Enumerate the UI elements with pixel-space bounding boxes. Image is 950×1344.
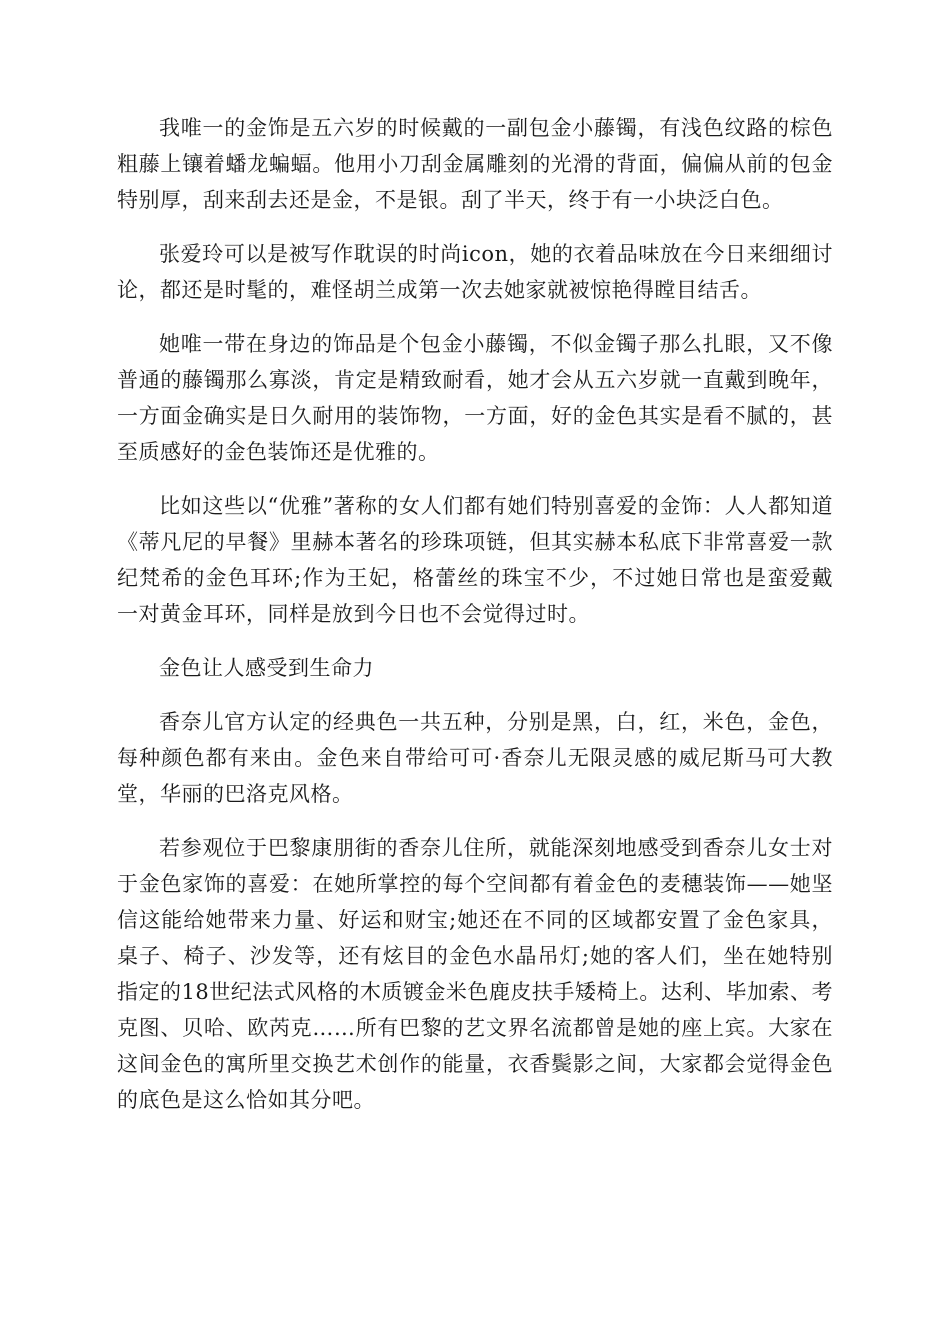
paragraph-chanel-residence: 若参观位于巴黎康朋街的香奈儿住所，就能深刻地感受到香奈儿女士对于金色家饰的喜爱：在她所掌控的每个空间都有着金色的麦穗装饰——她坚信这能给她带来力量、好运和财宝;她还在不同的区域都安置了金色家具，桌子、椅子、沙发等，还有炫目的金色水晶吊灯;她的客人们，坐在她特别指定的18世纪法式风格的木质镀金米色鹿皮扶手矮椅上。达利、毕加索、考克图、贝哈、欧芮克……所有巴黎的艺文界名流都曾是她的座上宾。大家在这间金色的寓所里交换艺术创作的能量，衣香鬓影之间，大家都会觉得金色的底色是这么恰如其分吧。 [117,836,833,1112]
paragraph-elegant-women-gold: 比如这些以“优雅”著称的女人们都有她们特别喜爱的金饰：人人都知道《蒂凡尼的早餐》里赫本著名的珍珠项链，但其实赫本私底下非常喜爱一款纪梵希的金色耳环;作为王妃，格蕾丝的珠宝不少，不过她日常也是蛮爱戴一对黄金耳环，同样是放到今日也不会觉得过时。 [117,494,833,626]
paragraph-gold-rattan-bracelet: 我唯一的金饰是五六岁的时候戴的一副包金小藤镯，有浅色纹路的棕色粗藤上镶着蟠龙蝙蝠。他用小刀刮金属雕刻的光滑的背面，偏偏从前的包金特别厚，刮来刮去还是金，不是银。刮了半天，终于有一小块泛白色。 [117,116,833,212]
paragraph-only-jewelry: 她唯一带在身边的饰品是个包金小藤镯，不似金镯子那么扎眼，又不像普通的藤镯那么寡淡，肯定是精致耐看，她才会从五六岁就一直戴到晚年，一方面金确实是日久耐用的装饰物，一方面，好的金色其实是看不腻的，甚至质感好的金色装饰还是优雅的。 [117,332,833,464]
paragraph-eileen-chang-fashion: 张爱玲可以是被写作耽误的时尚icon，她的衣着品味放在今日来细细讨论，都还是时髦的，难怪胡兰成第一次去她家就被惊艳得瞠目结舌。 [117,242,833,302]
paragraph-chanel-colors: 香奈儿官方认定的经典色一共五种，分别是黑，白，红，米色，金色，每种颜色都有来由。金色来自带给可可·香奈儿无限灵感的威尼斯马可大教堂，华丽的巴洛克风格。 [117,710,833,806]
section-heading-gold-vitality: 金色让人感受到生命力 [159,656,374,680]
document-page [117,110,833,1136]
